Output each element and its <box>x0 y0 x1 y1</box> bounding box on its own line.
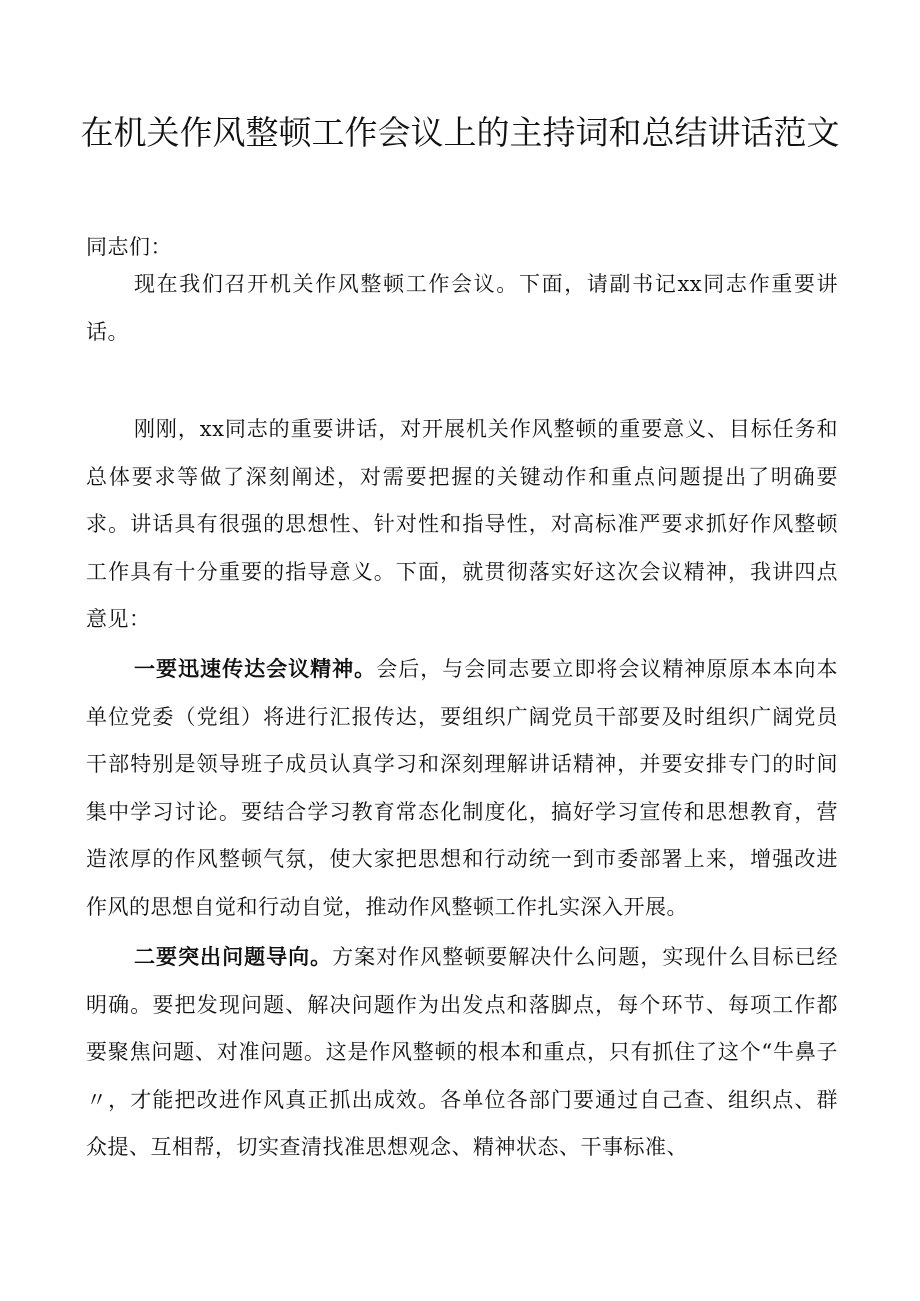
salutation: 同志们： <box>86 235 172 259</box>
paragraph-point-two <box>86 933 838 1172</box>
paragraph-text: 现在我们召开机关作风整顿工作会议。下面，请副书记xx同志作重要讲话。 <box>86 272 838 344</box>
document-title: 在机关作风整顿工作会议上的主持词和总结讲话范文 <box>80 113 840 152</box>
paragraph-lead: 二要突出问题导向。 <box>134 944 333 969</box>
paragraph-lead: 一要迅速传达会议精神。 <box>134 656 377 681</box>
paragraph-summary <box>86 406 838 644</box>
paragraph-text: 刚刚，xx同志的重要讲话，对开展机关作风整顿的重要意义、目标任务和总体要求等做了深刻阐述，对需要把握的关键动作和重点问题提出了明确要求。讲话具有很强的思想性、针对性和指导性，对高标准严要求抓好作风整顿工作具有十分重要的指导意义。下面，就贯彻落实好这次会议精神，我讲四点意见： <box>86 417 838 631</box>
paragraph-text: 方案对作风整顿要解决什么问题，实现什么目标已经明确。要把发现问题、解决问题作为出发点和落脚点，每个环节、每项工作都要聚焦问题、对准问题。这是作风整顿的根本和重点，只有抓住了这个“牛鼻子〃，才能把改进作风真正抓出成效。各单位各部门要通过自己查、组织点、群众提、互相帮，切实查清找准思想观念、精神状态、干事标准、 <box>86 945 839 1159</box>
paragraph-text: 会后，与会同志要立即将会议精神原原本本向本单位党委（党组）将进行汇报传达，要组织广阔党员干部要及时组织广阔党员干部特别是领导班子成员认真学习和深刻理解讲话精神，并要安排专门的时间集中学习讨论。要结合学习教育常态化制度化，搞好学习宣传和思想教育，营造浓厚的作风整顿气氛，使大家把思想和行动统一到市委部署上来，增强改进作风的思想自觉和行动自觉，推动作风整顿工作扎实深入开展。 <box>86 657 839 919</box>
paragraph-point-one <box>86 645 838 931</box>
paragraph-opening <box>86 261 838 356</box>
